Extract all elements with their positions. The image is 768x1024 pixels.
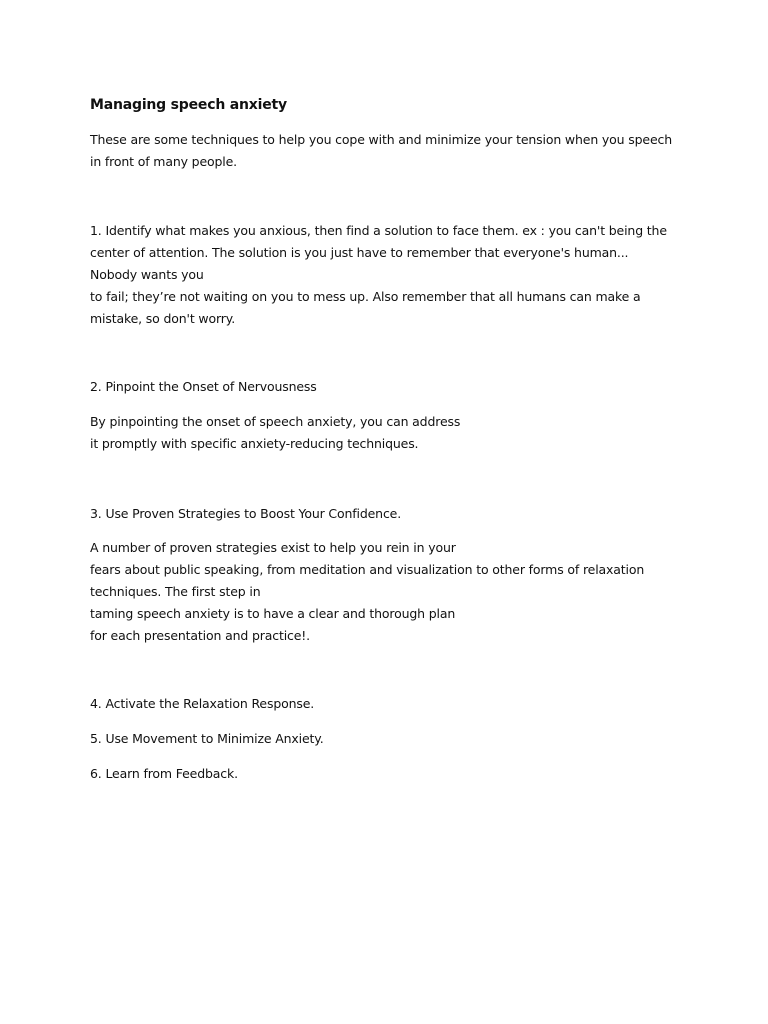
document-title: Managing speech anxiety [90, 97, 287, 113]
item1-line-3: Nobody wants you [90, 267, 204, 282]
item5-heading: 5. Use Movement to Minimize Anxiety. [90, 731, 324, 746]
item3-body-line-4: taming speech anxiety is to have a clear and thorough plan [90, 606, 456, 621]
item3-heading: 3. Use Proven Strategies to Boost Your Confidence. [90, 506, 402, 521]
item1-line-4: to fail; they’re not waiting on you to mess up. Also remember that all humans can make a [90, 289, 641, 304]
item3-body-line-5: for each presentation and practice!. [90, 628, 310, 643]
item3-body-line-2: fears about public speaking, from meditation and visualization to other forms of relaxation [90, 562, 645, 577]
item1-line-2: center of attention. The solution is you just have to remember that everyone's human... [90, 245, 629, 260]
item3-body-line-3: techniques. The first step in [90, 584, 261, 599]
item6-heading: 6. Learn from Feedback. [90, 766, 238, 781]
intro-line-2: in front of many people. [90, 154, 237, 169]
item2-body-line-2: it promptly with specific anxiety-reducing techniques. [90, 436, 419, 451]
item2-body-line-1: By pinpointing the onset of speech anxiety, you can address [90, 414, 461, 429]
item1-line-5: mistake, so don't worry. [90, 311, 236, 326]
item2-heading: 2. Pinpoint the Onset of Nervousness [90, 379, 317, 394]
intro-line-1: These are some techniques to help you cope with and minimize your tension when you speech [90, 132, 672, 147]
item1-line-1: 1. Identify what makes you anxious, then find a solution to face them. ex : you can't being the [90, 223, 667, 238]
item3-body-line-1: A number of proven strategies exist to help you rein in your [90, 540, 456, 555]
item4-heading: 4. Activate the Relaxation Response. [90, 696, 315, 711]
